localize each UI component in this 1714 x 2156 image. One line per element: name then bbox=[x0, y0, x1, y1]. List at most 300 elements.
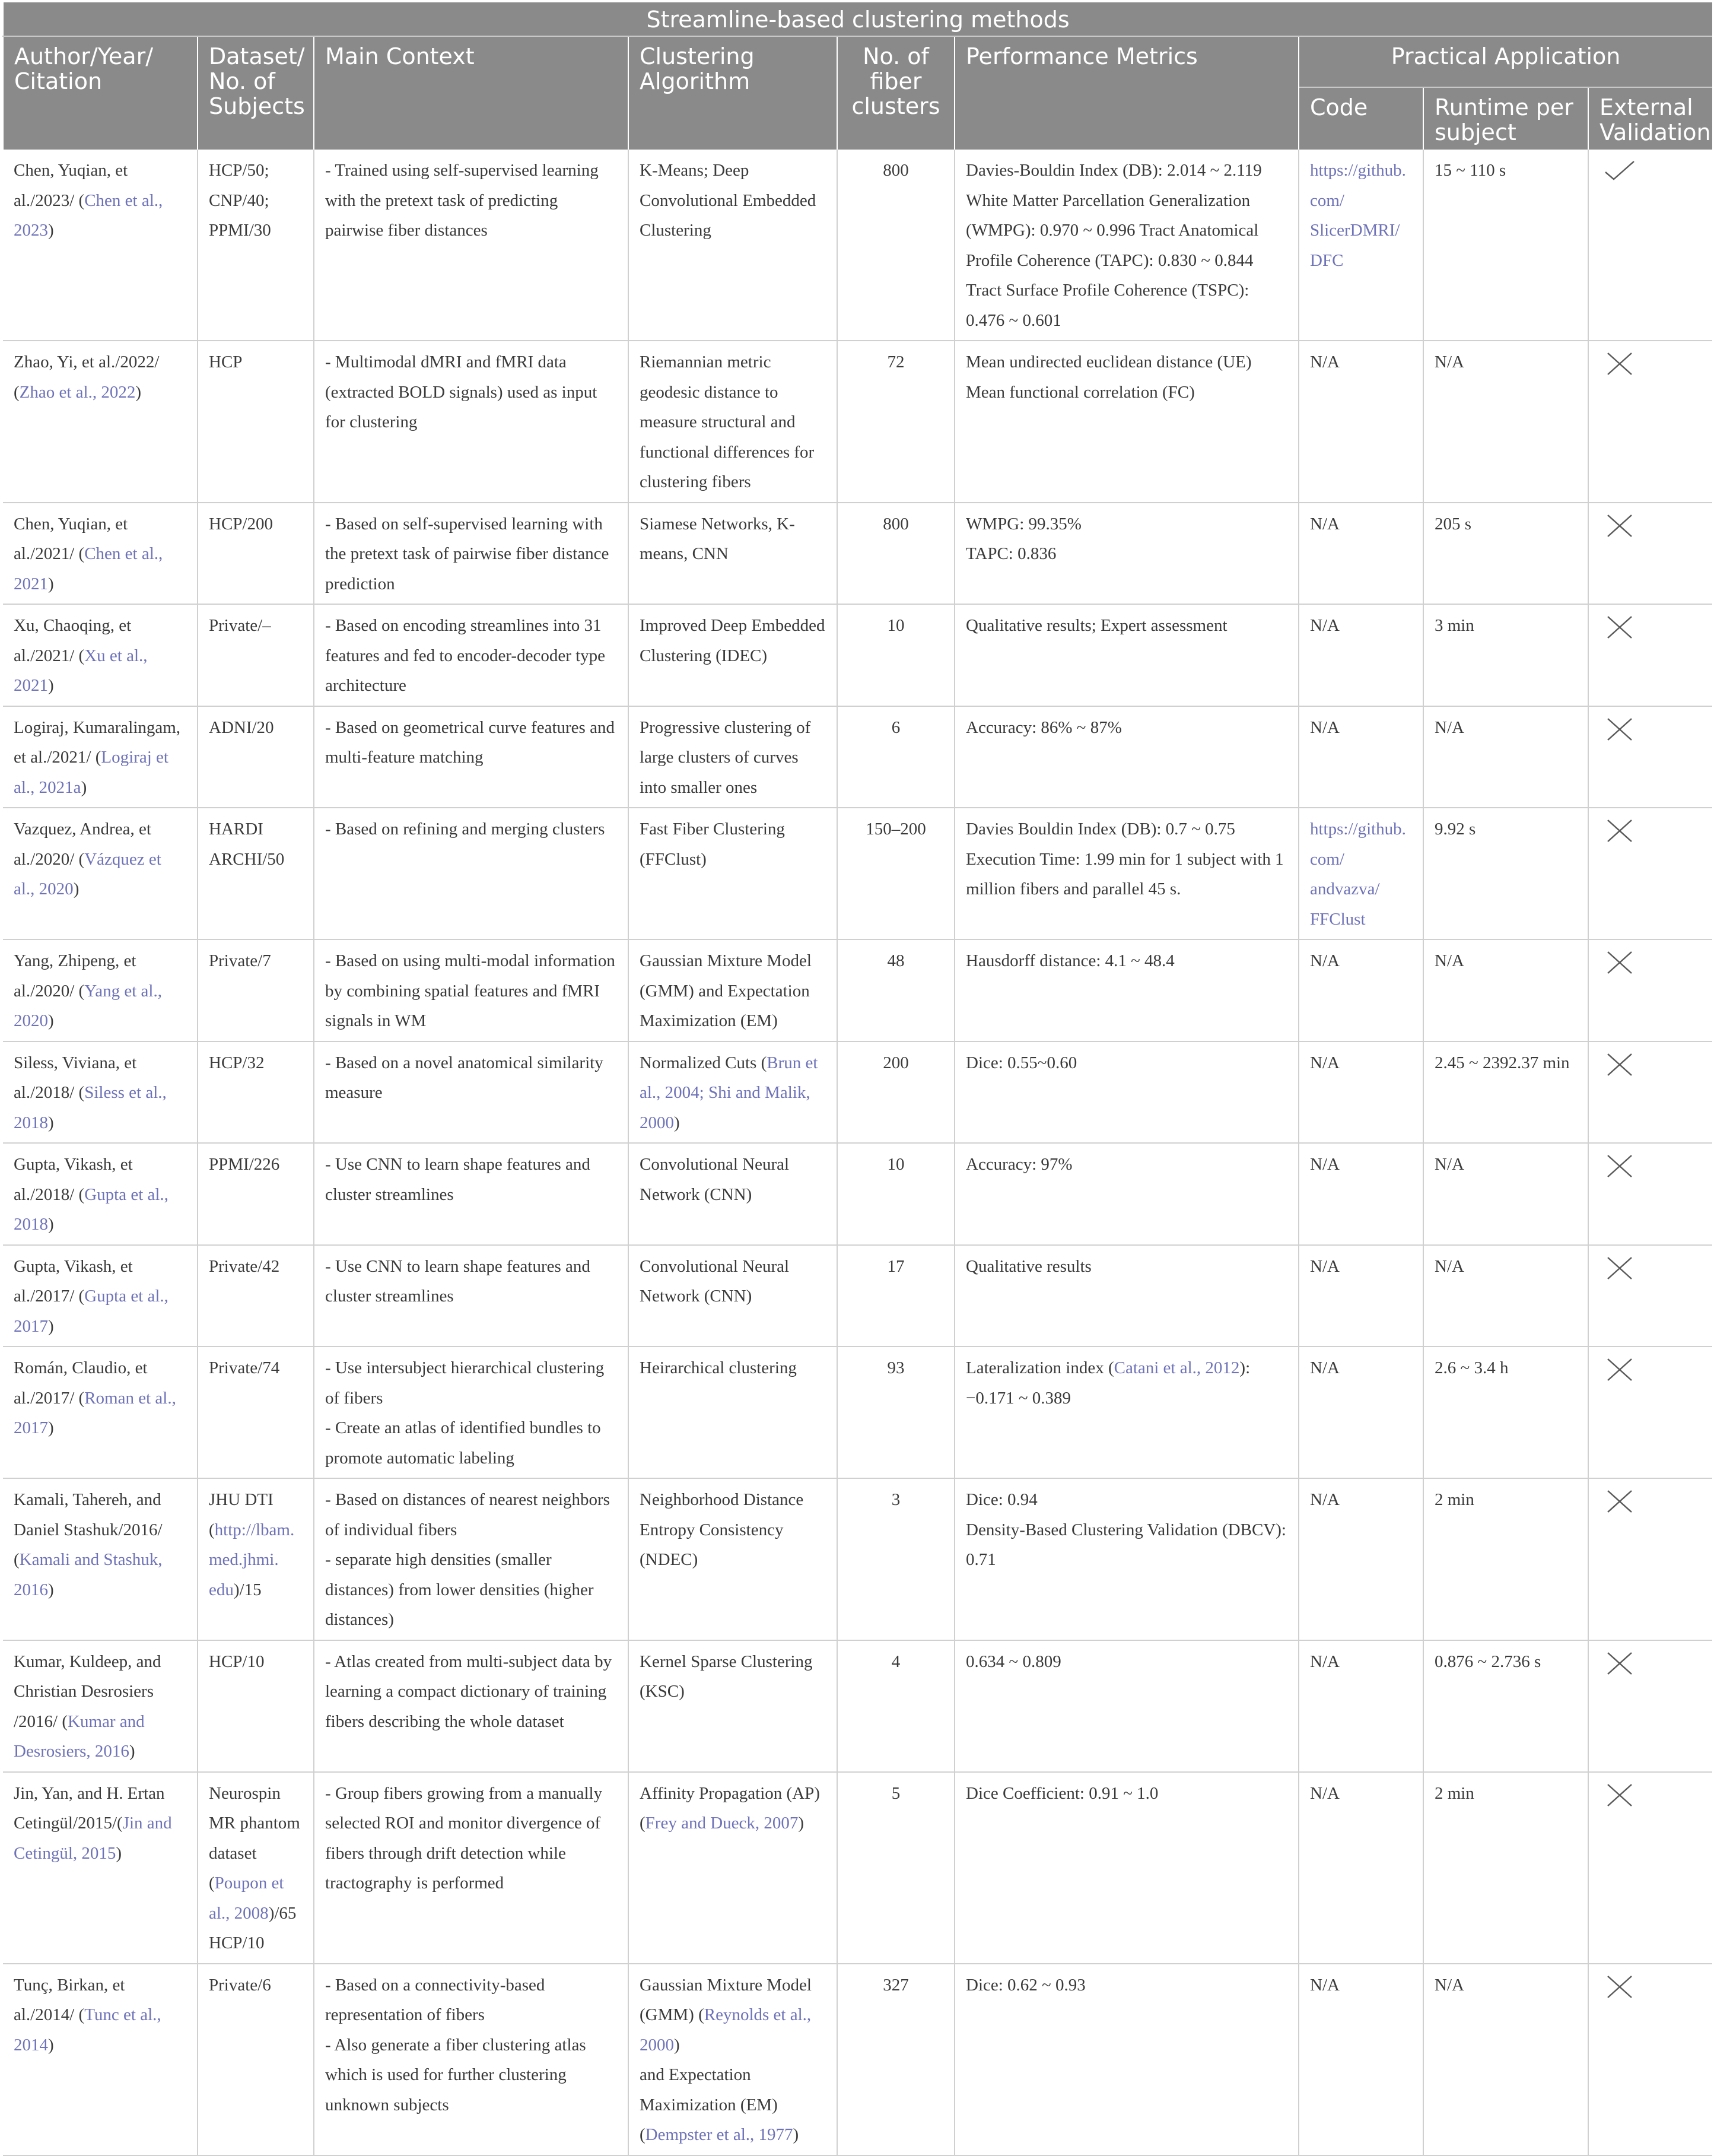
cell-author bbox=[3, 1640, 198, 1772]
dataset-text: Private/6 bbox=[209, 1975, 271, 1995]
clusters-value: 150–200 bbox=[866, 820, 926, 839]
algorithm-text: Siamese Networks, K-means, CNN bbox=[640, 514, 795, 563]
cell-code bbox=[1299, 1478, 1423, 1640]
cell-code bbox=[1299, 150, 1423, 341]
cell-author bbox=[3, 1143, 198, 1245]
cross-icon bbox=[1603, 713, 1636, 746]
metric-text: Dice: 0.55~0.60 bbox=[966, 1053, 1077, 1072]
cell-dataset bbox=[198, 1143, 314, 1245]
algorithm-text: Fast Fiber Clustering (FFClust) bbox=[640, 820, 785, 869]
cell-runtime bbox=[1423, 939, 1588, 1042]
cell-runtime bbox=[1423, 341, 1588, 503]
author-citation-link[interactable]: Gupta et al., 2017 bbox=[14, 1287, 168, 1336]
cell-metrics bbox=[955, 939, 1299, 1042]
author-text-end: ) bbox=[48, 1580, 54, 1599]
cross-icon bbox=[1603, 347, 1636, 380]
cell-external-validation bbox=[1588, 503, 1712, 605]
table-row bbox=[3, 1772, 1712, 1964]
context-text: - Based on a connectivity-based representation of fibers bbox=[325, 1975, 545, 2024]
author-text-end: ) bbox=[129, 1742, 135, 1761]
author-text-end: ) bbox=[48, 574, 54, 593]
cell-metrics bbox=[955, 1772, 1299, 1964]
table-body bbox=[3, 150, 1712, 2155]
algorithm-text-end: ) bbox=[674, 2035, 680, 2055]
runtime-value: N/A bbox=[1435, 1256, 1464, 1276]
author-citation-link[interactable]: Logiraj et al., 2021a bbox=[14, 748, 168, 797]
cell-external-validation bbox=[1588, 1772, 1712, 1964]
header-code: Code bbox=[1299, 87, 1423, 150]
cell-dataset bbox=[198, 1245, 314, 1347]
metric-text: Accuracy: 86% ~ 87% bbox=[966, 717, 1122, 737]
author-citation-link[interactable]: Kumar and Desrosiers, 2016 bbox=[14, 1712, 145, 1761]
table-row bbox=[3, 1964, 1712, 2155]
context-text: - Use intersubject hierarchical clustering of fibers bbox=[325, 1358, 605, 1408]
author-citation-link[interactable]: Jin and Cetingül, 2015 bbox=[14, 1814, 172, 1863]
context-line bbox=[325, 1485, 617, 1545]
author-text: Vazquez, Andrea, et al./2020/ ( bbox=[14, 820, 151, 869]
clusters-value: 800 bbox=[883, 161, 909, 180]
cell-author bbox=[3, 1772, 198, 1964]
cell-algorithm bbox=[628, 808, 837, 939]
metric-text: Dice: 0.62 ~ 0.93 bbox=[966, 1975, 1086, 1995]
metric-line bbox=[966, 1970, 1287, 2001]
metric-line bbox=[966, 1779, 1287, 1809]
author-text: Kumar, Kuldeep, and Christian Desrosiers /2016/ ( bbox=[14, 1652, 161, 1731]
author-text: Xu, Chaoqing, et al./2021/ ( bbox=[14, 616, 132, 665]
cell-metrics bbox=[955, 503, 1299, 605]
clusters-value: 200 bbox=[883, 1053, 909, 1072]
cell-author bbox=[3, 1245, 198, 1347]
metric-text: Lateralization index ( bbox=[966, 1358, 1114, 1377]
cell-code bbox=[1299, 503, 1423, 605]
context-line bbox=[325, 347, 617, 437]
dataset-text-end: )/65 HCP/10 bbox=[209, 1903, 297, 1952]
cell-external-validation bbox=[1588, 1245, 1712, 1347]
cell-runtime bbox=[1423, 1964, 1588, 2155]
context-line bbox=[325, 1150, 617, 1209]
cross-icon bbox=[1603, 611, 1636, 644]
cell-context bbox=[314, 706, 628, 808]
cross-icon bbox=[1603, 1485, 1636, 1518]
metric-line bbox=[966, 155, 1287, 335]
context-text: - separate high densities (smaller distances) from lower densities (higher distances) bbox=[325, 1550, 594, 1629]
cell-context bbox=[314, 1042, 628, 1144]
cell-algorithm bbox=[628, 1478, 837, 1640]
dataset-text: HCP/32 bbox=[209, 1053, 265, 1072]
clusters-value: 48 bbox=[887, 951, 905, 970]
cell-external-validation bbox=[1588, 808, 1712, 939]
metric-text: TAPC: 0.836 bbox=[966, 544, 1057, 563]
metric-line bbox=[966, 1150, 1287, 1180]
author-text: Gupta, Vikash, et al./2018/ ( bbox=[14, 1155, 133, 1204]
cell-algorithm bbox=[628, 1245, 837, 1347]
author-citation-link[interactable]: Roman et al., 2017 bbox=[14, 1388, 176, 1437]
header-author: Author/Year/ Citation bbox=[3, 36, 198, 150]
cell-metrics bbox=[955, 1964, 1299, 2155]
cell-runtime bbox=[1423, 1143, 1588, 1245]
author-text-end: ) bbox=[48, 676, 54, 695]
algorithm-citation-link[interactable]: Dempster et al., 1977 bbox=[645, 2125, 793, 2144]
context-text: - Based on encoding streamlines into 31 features and fed to encoder-decoder type architecture bbox=[325, 616, 606, 695]
runtime-value: N/A bbox=[1435, 353, 1464, 371]
cell-algorithm bbox=[628, 150, 837, 341]
author-citation-link[interactable]: Chen et al., 2023 bbox=[14, 190, 163, 240]
author-text: Zhao, Yi, et al./2022/ ( bbox=[14, 353, 160, 402]
cell-clusters bbox=[837, 808, 955, 939]
table-row bbox=[3, 1640, 1712, 1772]
cell-author bbox=[3, 604, 198, 706]
cell-algorithm bbox=[628, 1772, 837, 1964]
cell-clusters bbox=[837, 1478, 955, 1640]
algorithm-citation-link[interactable]: Brun et al., 2004; Shi and Malik, 2000 bbox=[640, 1053, 818, 1132]
cell-external-validation bbox=[1588, 1478, 1712, 1640]
metric-text: Density-Based Clustering Validation (DBCV): 0.71 bbox=[966, 1520, 1286, 1569]
algorithm-text-end: ) bbox=[674, 1113, 680, 1132]
runtime-value: 2 min bbox=[1435, 1490, 1474, 1509]
code-text: N/A bbox=[1310, 1256, 1340, 1276]
cross-icon bbox=[1603, 1647, 1636, 1680]
runtime-value: 9.92 s bbox=[1435, 820, 1476, 839]
cell-author bbox=[3, 341, 198, 503]
table-row bbox=[3, 150, 1712, 341]
clusters-value: 5 bbox=[891, 1783, 901, 1803]
code-text: N/A bbox=[1310, 1358, 1340, 1377]
metric-text: Hausdorff distance: 4.1 ~ 48.4 bbox=[966, 951, 1175, 970]
cell-algorithm bbox=[628, 1042, 837, 1144]
metric-line bbox=[966, 1515, 1287, 1575]
table-row bbox=[3, 1042, 1712, 1144]
dataset-link[interactable]: Poupon et al., 2008 bbox=[209, 1874, 284, 1923]
author-text-end: ) bbox=[48, 221, 54, 240]
table-row bbox=[3, 1245, 1712, 1347]
author-citation-link[interactable]: Chen et al., 2021 bbox=[14, 544, 163, 593]
algorithm-citation-link[interactable]: Reynolds et al., 2000 bbox=[640, 2005, 812, 2055]
cell-dataset bbox=[198, 939, 314, 1042]
cell-code bbox=[1299, 1347, 1423, 1478]
author-text-end: ) bbox=[48, 1113, 54, 1132]
cell-external-validation bbox=[1588, 939, 1712, 1042]
metric-line bbox=[966, 347, 1287, 377]
cell-metrics bbox=[955, 1640, 1299, 1772]
clusters-value: 93 bbox=[887, 1358, 905, 1377]
cell-algorithm bbox=[628, 706, 837, 808]
dataset-text: Private/74 bbox=[209, 1358, 280, 1377]
cross-icon bbox=[1603, 509, 1636, 542]
runtime-value: 2.45 ~ 2392.37 min bbox=[1435, 1053, 1570, 1072]
cell-dataset bbox=[198, 808, 314, 939]
metric-line bbox=[966, 713, 1287, 743]
code-link[interactable]: https://github. com/ andvazva/ FFClust bbox=[1310, 820, 1406, 929]
context-line bbox=[325, 1048, 617, 1108]
check-icon bbox=[1603, 155, 1636, 189]
author-citation-link[interactable]: Yang et al., 2020 bbox=[14, 981, 162, 1030]
algorithm-text-end: ) bbox=[798, 1814, 804, 1833]
table-row bbox=[3, 503, 1712, 605]
cell-code bbox=[1299, 1640, 1423, 1772]
context-line bbox=[325, 509, 617, 599]
metric-line bbox=[966, 844, 1287, 904]
author-text: Román, Claudio, et al./2017/ ( bbox=[14, 1358, 148, 1408]
metric-line bbox=[966, 509, 1287, 539]
metric-text: Mean functional correlation (FC) bbox=[966, 382, 1195, 402]
metric-text: WMPG: 99.35% bbox=[966, 514, 1082, 534]
author-text: Tunç, Birkan, et al./2014/ ( bbox=[14, 1975, 125, 2024]
dataset-text: Neurospin MR phantom dataset ( bbox=[209, 1783, 300, 1893]
metric-line bbox=[966, 946, 1287, 976]
code-text: N/A bbox=[1310, 1652, 1340, 1671]
cell-external-validation bbox=[1588, 1143, 1712, 1245]
runtime-value: 205 s bbox=[1435, 514, 1472, 534]
algorithm-text: Kernel Sparse Clustering (KSC) bbox=[640, 1652, 813, 1701]
author-citation-link[interactable]: Siless et al., 2018 bbox=[14, 1083, 167, 1132]
header-clusters: No. of fiber clusters bbox=[837, 36, 955, 150]
cell-external-validation bbox=[1588, 150, 1712, 341]
algorithm-text: K-Means; Deep Convolutional Embedded Clustering bbox=[640, 161, 816, 240]
code-text: N/A bbox=[1310, 1053, 1340, 1072]
context-line bbox=[325, 1413, 617, 1473]
metric-text: Accuracy: 97% bbox=[966, 1155, 1073, 1174]
cell-clusters bbox=[837, 503, 955, 605]
cell-dataset bbox=[198, 1478, 314, 1640]
context-text: - Group fibers growing from a manually selected ROI and monitor divergence of fibers through drift detection while tractography is performed bbox=[325, 1783, 603, 1893]
context-line bbox=[325, 155, 617, 246]
context-text: - Based on using multi-modal information by combining spatial features and fMRI signals in WM bbox=[325, 951, 615, 1030]
cell-runtime bbox=[1423, 1042, 1588, 1144]
cross-icon bbox=[1603, 1779, 1636, 1812]
context-line bbox=[325, 1252, 617, 1312]
cell-context bbox=[314, 1640, 628, 1772]
metric-text: Dice: 0.94 bbox=[966, 1490, 1038, 1509]
runtime-value: N/A bbox=[1435, 1975, 1464, 1995]
cell-context bbox=[314, 341, 628, 503]
cell-algorithm bbox=[628, 503, 837, 605]
cell-author bbox=[3, 1478, 198, 1640]
algorithm-text: Neighborhood Distance Entropy Consistency (NDEC) bbox=[640, 1490, 804, 1569]
cell-clusters bbox=[837, 604, 955, 706]
algorithm-text: Improved Deep Embedded Clustering (IDEC) bbox=[640, 616, 825, 665]
cell-runtime bbox=[1423, 604, 1588, 706]
cell-clusters bbox=[837, 1772, 955, 1964]
author-text: Gupta, Vikash, et al./2017/ ( bbox=[14, 1256, 133, 1306]
cell-author bbox=[3, 808, 198, 939]
header-external-validation: External Validation bbox=[1588, 87, 1712, 150]
algorithm-citation-link[interactable]: Frey and Dueck, 2007 bbox=[645, 1814, 799, 1833]
clustering-methods-table bbox=[2, 2, 1712, 2156]
cell-algorithm bbox=[628, 1143, 837, 1245]
author-citation-link[interactable]: Zhao et al., 2022 bbox=[19, 382, 136, 402]
cell-external-validation bbox=[1588, 1347, 1712, 1478]
cell-clusters bbox=[837, 150, 955, 341]
table-row bbox=[3, 341, 1712, 503]
cell-algorithm bbox=[628, 1347, 837, 1478]
cell-algorithm bbox=[628, 604, 837, 706]
author-text-end: ) bbox=[48, 1215, 54, 1234]
cell-clusters bbox=[837, 706, 955, 808]
metric-line bbox=[966, 1048, 1287, 1078]
dataset-text: PPMI/226 bbox=[209, 1155, 280, 1174]
author-text: Chen, Yuqian, et al./2021/ ( bbox=[14, 514, 128, 563]
cell-runtime bbox=[1423, 150, 1588, 341]
metric-citation-link[interactable]: Catani et al., 2012 bbox=[1114, 1358, 1240, 1377]
header-context: Main Context bbox=[314, 36, 628, 150]
cell-clusters bbox=[837, 1640, 955, 1772]
cell-external-validation bbox=[1588, 1042, 1712, 1144]
metric-line bbox=[966, 539, 1287, 569]
metric-line bbox=[966, 611, 1287, 641]
table-title: Streamline-based clustering methods bbox=[3, 2, 1712, 36]
code-text: N/A bbox=[1310, 1975, 1340, 1995]
context-text: - Based on a novel anatomical similarity measure bbox=[325, 1053, 603, 1102]
author-text: Siless, Viviana, et al./2018/ ( bbox=[14, 1053, 137, 1102]
runtime-value: 15 ~ 110 s bbox=[1435, 161, 1506, 180]
algorithm-text: Riemannian metric geodesic distance to measure structural and functional differences for clustering fibers bbox=[640, 353, 815, 491]
context-line bbox=[325, 1970, 617, 2030]
author-citation-link[interactable]: Vázquez et al., 2020 bbox=[14, 849, 161, 898]
cell-runtime bbox=[1423, 1347, 1588, 1478]
cell-dataset bbox=[198, 604, 314, 706]
cell-metrics bbox=[955, 1042, 1299, 1144]
code-text: N/A bbox=[1310, 616, 1340, 635]
cell-metrics bbox=[955, 1347, 1299, 1478]
cell-context bbox=[314, 1347, 628, 1478]
cross-icon bbox=[1603, 1150, 1636, 1183]
context-line bbox=[325, 1353, 617, 1413]
algorithm-text: Heirarchical clustering bbox=[640, 1358, 797, 1377]
cell-dataset bbox=[198, 341, 314, 503]
dataset-text: HCP/200 bbox=[209, 514, 273, 534]
table-row bbox=[3, 808, 1712, 939]
code-text: N/A bbox=[1310, 514, 1340, 534]
clusters-value: 17 bbox=[887, 1256, 905, 1276]
context-line bbox=[325, 1545, 617, 1635]
cell-metrics bbox=[955, 341, 1299, 503]
metric-text: Qualitative results bbox=[966, 1256, 1092, 1276]
cell-dataset bbox=[198, 1964, 314, 2155]
cell-context bbox=[314, 1478, 628, 1640]
cell-dataset bbox=[198, 1640, 314, 1772]
algorithm-text: Convolutional Neural Network (CNN) bbox=[640, 1256, 790, 1306]
cell-runtime bbox=[1423, 706, 1588, 808]
cell-runtime bbox=[1423, 1478, 1588, 1640]
cell-external-validation bbox=[1588, 706, 1712, 808]
cell-context bbox=[314, 604, 628, 706]
cell-dataset bbox=[198, 1347, 314, 1478]
cell-clusters bbox=[837, 939, 955, 1042]
algorithm-text: Normalized Cuts ( bbox=[640, 1053, 767, 1072]
cell-author bbox=[3, 503, 198, 605]
context-text: - Also generate a fiber clustering atlas which is used for further clustering unknown subjects bbox=[325, 2035, 586, 2114]
context-text: - Create an atlas of identified bundles to promote automatic labeling bbox=[325, 1418, 601, 1468]
author-citation-link[interactable]: Kamali and Stashuk, 2016 bbox=[14, 1550, 163, 1599]
cell-code bbox=[1299, 706, 1423, 808]
cell-clusters bbox=[837, 1964, 955, 2155]
author-citation-link[interactable]: Tunc et al., 2014 bbox=[14, 2005, 161, 2055]
cell-dataset bbox=[198, 503, 314, 605]
cell-metrics bbox=[955, 1143, 1299, 1245]
context-line bbox=[325, 946, 617, 1036]
cell-dataset bbox=[198, 706, 314, 808]
dataset-text-end: )/15 bbox=[233, 1580, 262, 1599]
algorithm-text: Gaussian Mixture Model (GMM) and Expectation Maximization (EM) bbox=[640, 951, 812, 1030]
code-text: N/A bbox=[1310, 1783, 1340, 1803]
dataset-text: Private/42 bbox=[209, 1256, 280, 1276]
algorithm-line bbox=[640, 1970, 826, 2060]
dataset-text: Private/– bbox=[209, 616, 271, 635]
cell-runtime bbox=[1423, 1245, 1588, 1347]
cross-icon bbox=[1603, 1048, 1636, 1081]
algorithm-text: Progressive clustering of large clusters of curves into smaller ones bbox=[640, 717, 811, 797]
header-practical-application: Practical Application bbox=[1299, 36, 1712, 87]
dataset-text: HCP/10 bbox=[209, 1652, 265, 1671]
metric-text: Davies-Bouldin Index (DB): 2.014 ~ 2.119 White Matter Parcellation Generalization (WMPG): 0.970 ~ 0.996 Tract Anatomical Profile Coherence (TAPC): 0.830 ~ 0.844 Tract Surface Profile Coherence (TSPC): 0.476 ~ 0.601 bbox=[966, 161, 1262, 330]
cell-algorithm bbox=[628, 1640, 837, 1772]
code-link[interactable]: https://github. com/ SlicerDMRI/ DFC bbox=[1310, 161, 1406, 270]
author-text-end: ) bbox=[48, 1418, 54, 1437]
author-text-end: ) bbox=[48, 1011, 54, 1030]
author-text-end: ) bbox=[73, 879, 80, 898]
context-text: - Based on distances of nearest neighbors of individual fibers bbox=[325, 1490, 610, 1539]
cell-author bbox=[3, 706, 198, 808]
dataset-text: HCP/50; CNP/40; PPMI/30 bbox=[209, 161, 271, 240]
cross-icon bbox=[1603, 946, 1636, 979]
metric-line bbox=[966, 814, 1287, 844]
runtime-value: N/A bbox=[1435, 951, 1464, 970]
cell-dataset bbox=[198, 150, 314, 341]
dataset-link[interactable]: http://lbam. med.jhmi. edu bbox=[209, 1520, 295, 1599]
cross-icon bbox=[1603, 1353, 1636, 1386]
cell-context bbox=[314, 503, 628, 605]
cross-icon bbox=[1603, 1252, 1636, 1285]
runtime-value: 2 min bbox=[1435, 1783, 1474, 1803]
author-text: Yang, Zhipeng, et al./2020/ ( bbox=[14, 951, 136, 1001]
dataset-text: HCP bbox=[209, 353, 243, 371]
context-text: - Use CNN to learn shape features and cluster streamlines bbox=[325, 1256, 590, 1306]
author-citation-link[interactable]: Gupta et al., 2018 bbox=[14, 1185, 168, 1234]
author-citation-link[interactable]: Xu et al., 2021 bbox=[14, 646, 148, 695]
cell-clusters bbox=[837, 341, 955, 503]
context-line bbox=[325, 2030, 617, 2120]
runtime-value: 2.6 ~ 3.4 h bbox=[1435, 1358, 1509, 1377]
cell-author bbox=[3, 1042, 198, 1144]
table-row bbox=[3, 939, 1712, 1042]
cell-context bbox=[314, 1964, 628, 2155]
cell-clusters bbox=[837, 1347, 955, 1478]
cell-context bbox=[314, 808, 628, 939]
clusters-value: 6 bbox=[891, 717, 901, 737]
code-text: N/A bbox=[1310, 1155, 1340, 1174]
context-text: - Based on geometrical curve features and multi-feature matching bbox=[325, 717, 615, 767]
cell-author bbox=[3, 150, 198, 341]
algorithm-text: Convolutional Neural Network (CNN) bbox=[640, 1155, 790, 1204]
cell-runtime bbox=[1423, 808, 1588, 939]
algorithm-text: Affinity Propagation (AP) ( bbox=[640, 1783, 820, 1833]
algorithm-text: Gaussian Mixture Model (GMM) ( bbox=[640, 1975, 812, 2024]
cell-external-validation bbox=[1588, 341, 1712, 503]
author-text-end: ) bbox=[116, 1843, 122, 1863]
cell-metrics bbox=[955, 150, 1299, 341]
runtime-value: 3 min bbox=[1435, 616, 1474, 635]
cell-code bbox=[1299, 1042, 1423, 1144]
cell-metrics bbox=[955, 1478, 1299, 1640]
table-row bbox=[3, 1478, 1712, 1640]
metric-text: Dice Coefficient: 0.91 ~ 1.0 bbox=[966, 1783, 1159, 1803]
cell-author bbox=[3, 1347, 198, 1478]
author-text: Logiraj, Kumaralingam, et al./2021/ ( bbox=[14, 717, 181, 767]
cell-metrics bbox=[955, 706, 1299, 808]
context-text: - Atlas created from multi-subject data by learning a compact dictionary of training fibers describing the whole dataset bbox=[325, 1652, 612, 1731]
metric-text: Mean undirected euclidean distance (UE) bbox=[966, 353, 1252, 371]
context-line bbox=[325, 1779, 617, 1898]
